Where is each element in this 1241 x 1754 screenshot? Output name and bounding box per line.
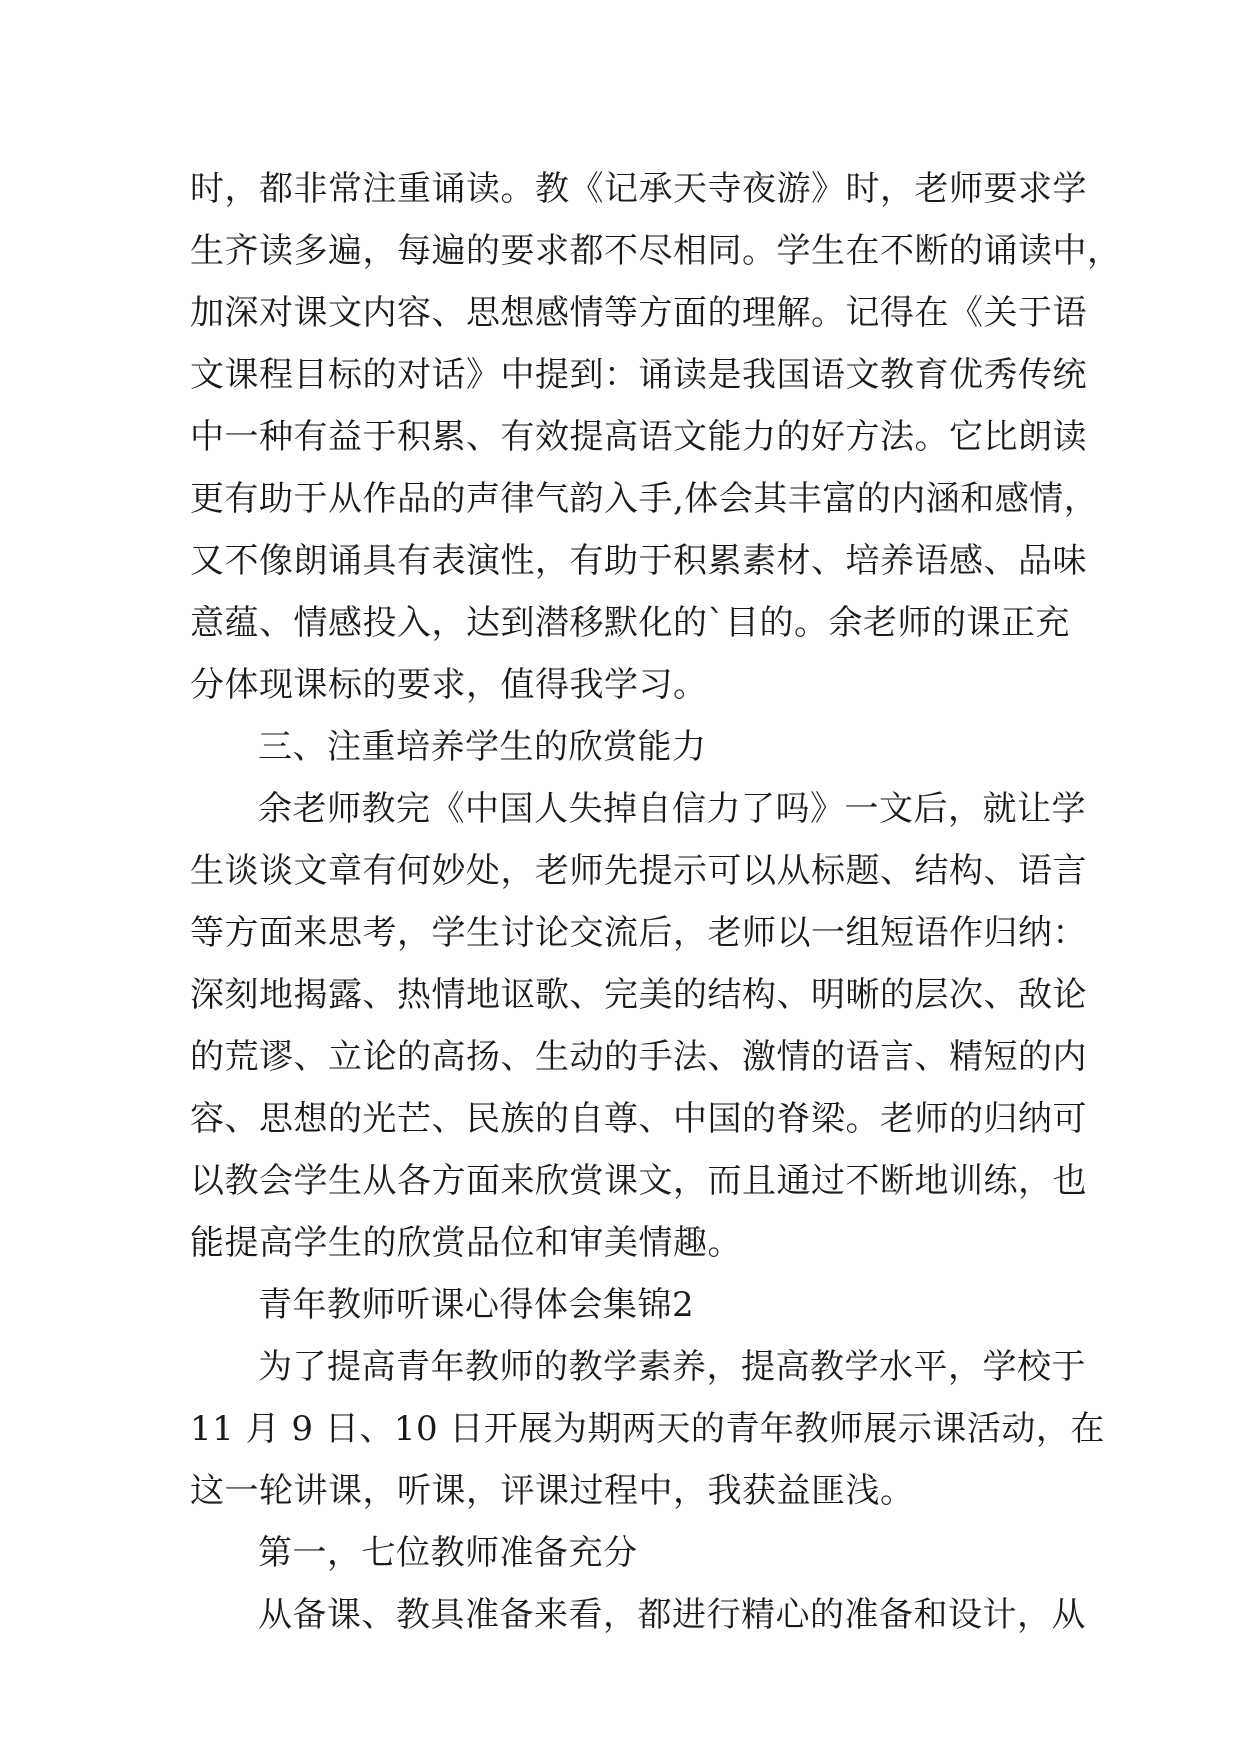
- text-line: 更有助于从作品的声律气韵入手,体会其丰富的内涵和感情，: [190, 479, 1099, 519]
- text-line: 为了提高青年教师的教学素养，提高教学水平，学校于: [258, 1347, 1086, 1387]
- text-line: 从备课、教具准备来看，都进行精心的准备和设计，从: [258, 1595, 1086, 1635]
- text-line: 这一轮讲课，听课，评课过程中，我获益匪浅。: [190, 1471, 915, 1511]
- text-line: 又不像朗诵具有表演性，有助于积累素材、培养语感、品味: [190, 541, 1087, 581]
- text-line: 余老师教完《中国人失掉自信力了吗》一文后，就让学: [258, 789, 1086, 829]
- text-line: 容、思想的光芒、民族的自尊、中国的脊梁。老师的归纳可: [190, 1099, 1087, 1139]
- document-body: [190, 158, 1122, 1646]
- text-line: 生谈谈文章有何妙处，老师先提示可以从标题、结构、语言: [190, 851, 1087, 891]
- text-line: 的荒谬、立论的高扬、生动的手法、激情的语言、精短的内: [190, 1037, 1087, 1077]
- text-line: 等方面来思考，学生讨论交流后，老师以一组短语作归纳：: [190, 913, 1087, 953]
- text-line: 时，都非常注重诵读。教《记承天寺夜游》时，老师要求学: [190, 169, 1087, 209]
- text-line: 以教会学生从各方面来欣赏课文，而且通过不断地训练，也: [190, 1161, 1087, 1201]
- text-line: 分体现课标的要求，值得我学习。: [190, 665, 708, 705]
- text-line: 生齐读多遍，每遍的要求都不尽相同。学生在不断的诵读中，: [190, 231, 1122, 271]
- text-line: 深刻地揭露、热情地讴歌、完美的结构、明晰的层次、敌论: [190, 975, 1087, 1015]
- article-title: 青年教师听课心得体会集锦2: [258, 1285, 695, 1325]
- section-heading: 第一，七位教师准备充分: [258, 1533, 638, 1573]
- text-line: 中一种有益于积累、有效提高语文能力的好方法。它比朗读: [190, 417, 1087, 457]
- text-line: 能提高学生的欣赏品位和审美情趣。: [190, 1223, 742, 1263]
- text-line: 加深对课文内容、思想感情等方面的理解。记得在《关于语: [190, 293, 1087, 333]
- section-heading: 三、注重培养学生的欣赏能力: [258, 727, 707, 767]
- text-line: 11 月 9 日、10 日开展为期两天的青年教师展示课活动，在: [190, 1409, 1105, 1449]
- text-line: 意蕴、情感投入，达到潜移默化的`目的。余老师的课正充: [190, 603, 1070, 643]
- text-line: 文课程目标的对话》中提到：诵读是我国语文教育优秀传统: [190, 355, 1087, 395]
